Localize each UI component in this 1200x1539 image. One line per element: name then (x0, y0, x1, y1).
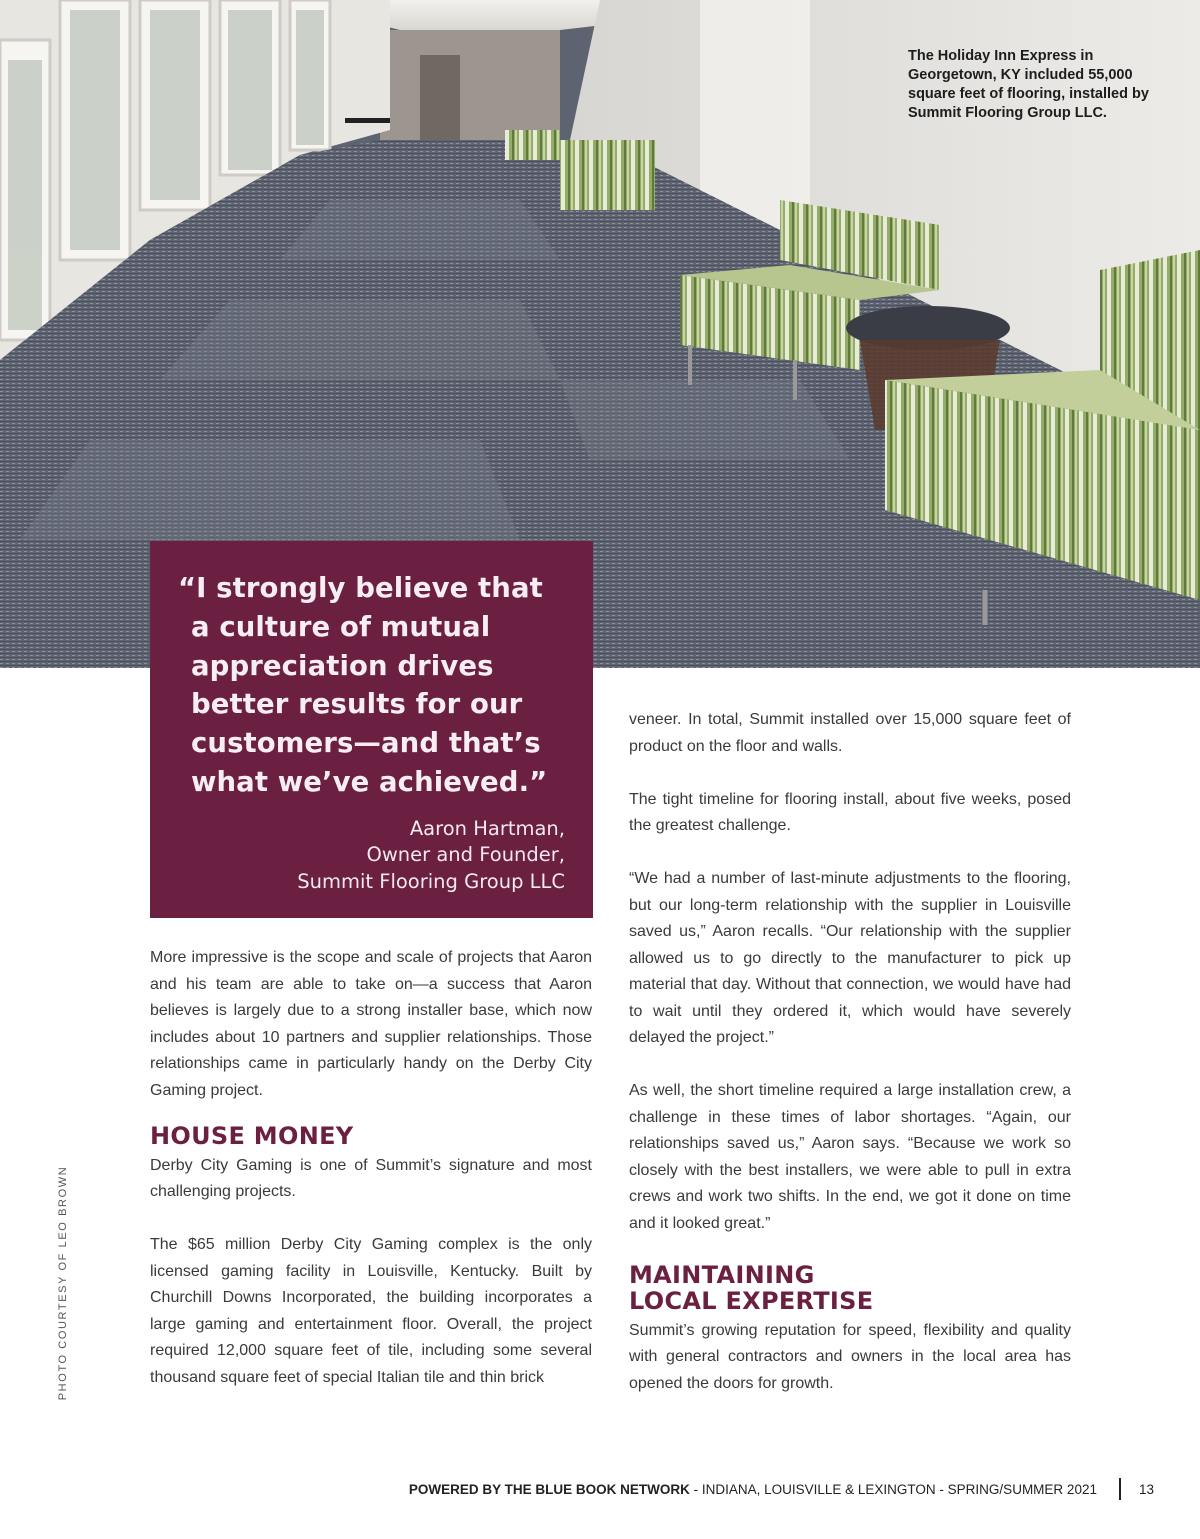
footer-edition: - INDIANA, LOUISVILLE & LEXINGTON - SPRING/SUMMER 2021 (689, 1481, 1097, 1497)
body-paragraph: As well, the short timeline required a large installation crew, a challenge in these times of labor shortages. “Again, our relationships saved us,” Aaron says. “Because we work so closely with the best installers, we were able to pull in extra crews and work two shifts. In the end, we got it done on time and it looked great.” (629, 1082, 1071, 1232)
body-paragraph: “We had a number of last-minute adjustments to the flooring, but our long-term relationship with the supplier in Louisville saved us,” Aaron recalls. “Our relationship with the supplier allowed us to go directly to the manufacturer to pick up material that day. Without that connection, we would have had to wait until they ordered it, which would have severely delayed the project.” (629, 870, 1071, 1046)
attribution-company: Summit Flooring Group LLC (297, 869, 565, 893)
footer-divider (1119, 1478, 1121, 1500)
photo-credit: PHOTO COURTESY OF LEO BROWN (57, 1165, 69, 1401)
heading-line: LOCAL EXPERTISE (629, 1286, 874, 1315)
pull-quote (150, 541, 593, 918)
body-paragraph: Summit’s growing reputation for speed, flexibility and quality with general contractors and owners in the local area has opened the doors for growth. (629, 1321, 1071, 1392)
section-heading-house-money: HOUSE MONEY (150, 1121, 354, 1150)
page-number: 13 (1138, 1481, 1154, 1497)
body-paragraph: veneer. In total, Summit installed over 15,000 square feet of product on the floor and walls. (629, 711, 1071, 755)
footer-network: POWERED BY THE BLUE BOOK NETWORK (408, 1481, 690, 1497)
attribution-name: Aaron Hartman, (409, 816, 565, 840)
right-column (629, 707, 1071, 1397)
heading-line: MAINTAINING (629, 1260, 815, 1289)
body-paragraph: The $65 million Derby City Gaming complex is the only licensed gaming facility in Louisville, Kentucky. Built by Churchill Downs Incorporated, the building incorporates a large gaming and entertainment floor. Overall, the project required 12,000 square feet of tile, including some several thousand square feet of special Italian tile and thin brick (150, 1236, 592, 1386)
pull-quote-attribution (178, 816, 565, 896)
section-heading-maintaining-local-expertise (629, 1262, 1071, 1314)
body-paragraph: The tight timeline for flooring install, about five weeks, posed the greatest challenge. (629, 790, 1071, 834)
left-column (150, 945, 592, 1391)
body-paragraph: More impressive is the scope and scale of projects that Aaron and his team are able to take on—a success that Aaron believes is largely due to a strong installer base, which now includes about 10 partners and supplier relationships. Those relationships came in particularly handy on the Derby City Gaming project. (150, 949, 592, 1099)
attribution-title: Owner and Founder, (366, 843, 565, 867)
body-paragraph: Derby City Gaming is one of Summit’s signature and most challenging projects. (150, 1156, 592, 1200)
page-footer (409, 1478, 1154, 1500)
pull-quote-text: “I strongly believe that a culture of mutual appreciation drives better results for our customers—and that’s what we’ve achieved.” (178, 572, 548, 798)
photo-caption: The Holiday Inn Express in Georgetown, KY included 55,000 square feet of flooring, installed by Summit Flooring Group LLC. (908, 48, 1149, 121)
